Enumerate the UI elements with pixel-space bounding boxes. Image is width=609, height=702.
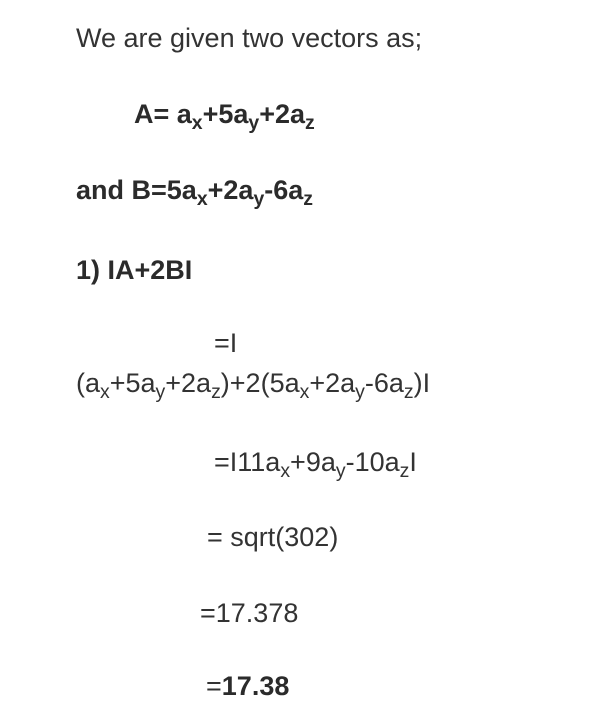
step1-term: (a [76, 368, 101, 398]
subscript-z: z [399, 460, 410, 483]
subscript-z: z [211, 381, 221, 404]
subscript-y: y [355, 381, 365, 404]
subscript-z: z [305, 112, 315, 135]
vector-a-term: +2a [259, 99, 306, 129]
step3-line: = sqrt(302) [207, 522, 339, 552]
step2-term: =I11a [214, 447, 281, 477]
subscript-y: y [155, 381, 166, 404]
step1-term: +5a [109, 368, 156, 398]
vector-a-definition [134, 98, 315, 135]
step1-term: -6a [364, 368, 404, 398]
subscript-y: y [248, 112, 260, 135]
subscript-z: z [303, 188, 313, 211]
step1-line1: =I [214, 328, 238, 358]
subscript-y: y [253, 188, 265, 211]
vector-a-lead: A= a [134, 99, 192, 129]
step1-term: +2a [309, 368, 356, 398]
step1-term: )+2(5a [220, 368, 300, 398]
final-answer-prefix: = [206, 671, 222, 701]
step4-line: =17.378 [200, 598, 299, 628]
vector-b-definition [76, 174, 313, 211]
step1-term: +2a [165, 368, 212, 398]
intro-text: We are given two vectors as; [76, 23, 423, 53]
step2-line [214, 446, 417, 483]
step2-term: I [409, 447, 417, 477]
step1-term: )I [413, 368, 431, 398]
step2-term: +9a [290, 447, 336, 477]
subscript-z: z [403, 381, 414, 404]
vector-b-lead: and B=5a [76, 175, 197, 205]
final-answer [206, 670, 289, 702]
subscript-x: x [280, 460, 291, 483]
vector-a-term: +5a [202, 99, 249, 129]
vector-b-term: -6a [264, 175, 304, 205]
vector-b-term: +2a [207, 175, 254, 205]
subscript-x: x [299, 381, 310, 404]
question-heading: 1) IA+2BI [76, 255, 193, 285]
subscript-x: x [100, 381, 110, 404]
step1-line2 [76, 367, 431, 404]
subscript-x: x [191, 112, 203, 135]
subscript-x: x [196, 188, 208, 211]
step2-term: -10a [345, 447, 400, 477]
final-answer-value: 17.38 [221, 671, 290, 701]
subscript-y: y [335, 460, 346, 483]
